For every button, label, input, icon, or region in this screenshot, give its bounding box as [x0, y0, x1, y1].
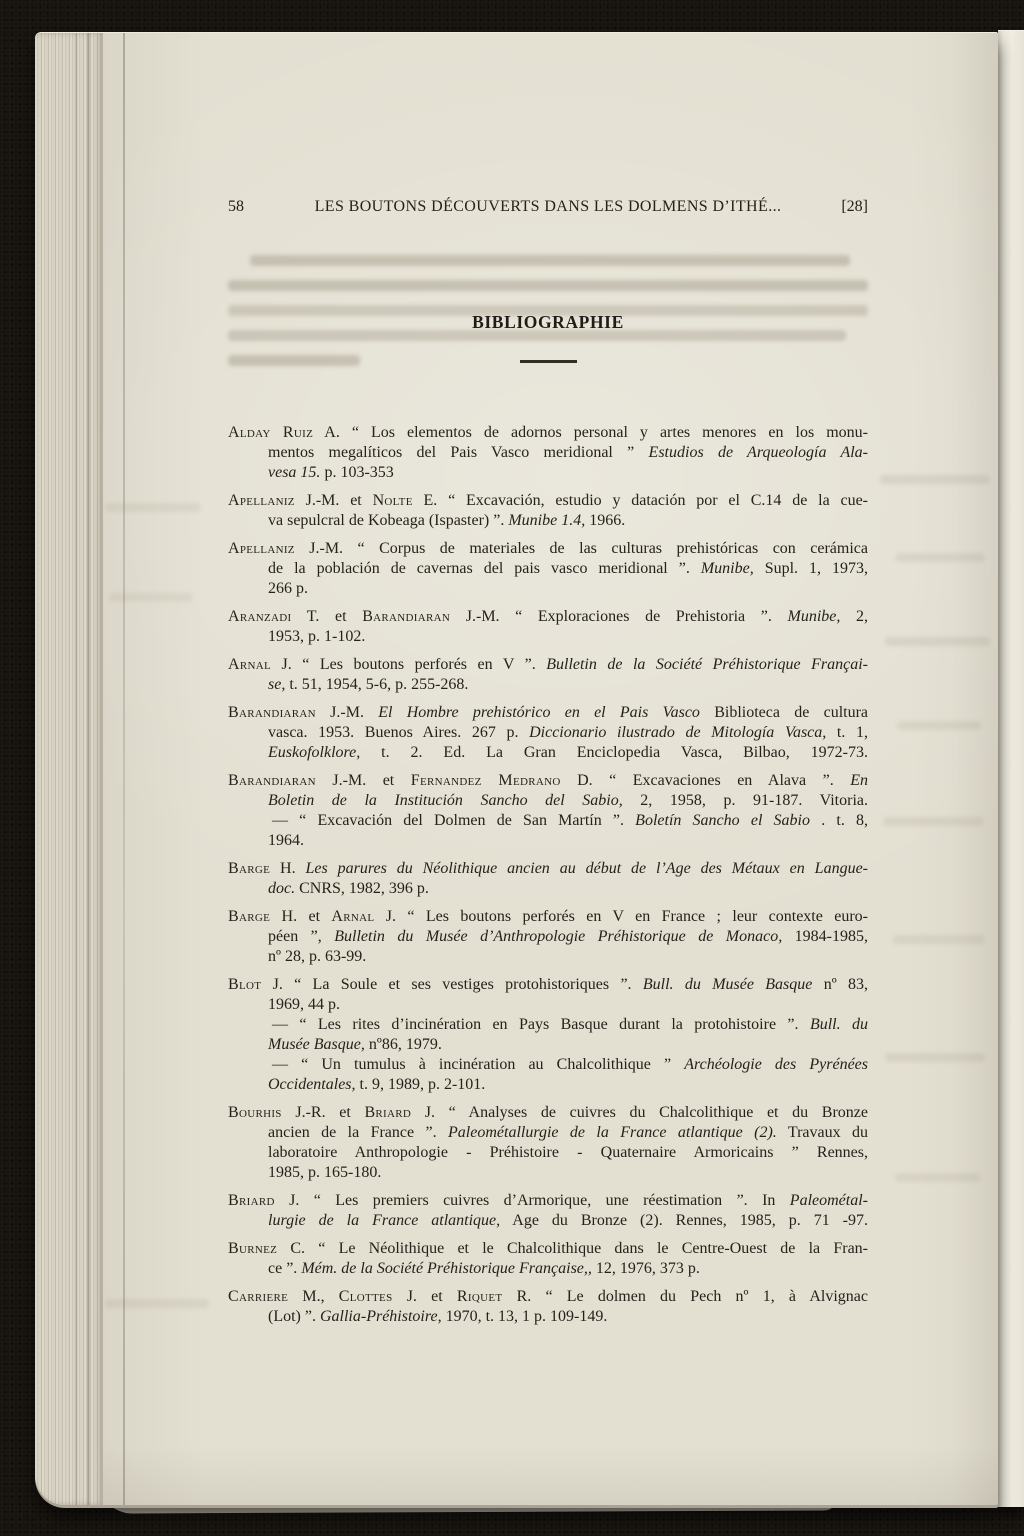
entry-line: — “ Un tumulus à incinération au Chalcolithique ” Archéologie des Pyrénées — [272, 1055, 869, 1073]
page-stack-edges — [35, 33, 103, 1505]
entry-line: Briard J. “ Les premiers cuivres d’Armorique, une réestimation ”. In Paleométal- — [228, 1191, 868, 1209]
entry-line: se, t. 51, 1954, 5-6, p. 255-268. — [268, 675, 469, 693]
entry-line: Apellaniz J.-M. et Nolte E. “ Excavación, estudio y datación por el C.14 de la cue- — [228, 491, 869, 509]
entry-line: 1985, p. 165-180. — [268, 1163, 382, 1181]
bleedthrough-smudge — [880, 475, 990, 484]
entry-line: Boletin de la Institución Sancho del Sabio, 2, 1958, p. 91-187. Vitoria. — [268, 791, 868, 809]
entry-line: Occidentales, t. 9, 1989, p. 2-101. — [268, 1075, 486, 1093]
bleedthrough-smudge — [109, 593, 193, 602]
bleedthrough-smudge — [105, 1299, 209, 1308]
bibliography-list — [228, 423, 868, 1327]
bibliography-entry — [268, 1055, 868, 1095]
bibliography-entry — [228, 1287, 868, 1327]
entry-line: — “ Les rites d’incinération en Pays Basque durant la protohistoire ”. Bull. du — [272, 1015, 868, 1033]
bibliography-entry — [228, 607, 869, 647]
entry-line: Carriere M., Clottes J. et Riquet R. “ Le dolmen du Pech nº 1, à Alvignac — [228, 1287, 868, 1305]
entry-line: péen ”, Bulletin du Musée d’Anthropologie Préhistorique de Monaco, 1984-1985, — [268, 927, 869, 945]
entry-line: 1969, 44 p. — [268, 995, 340, 1013]
bleedthrough-smudge — [897, 721, 981, 730]
bleedthrough-smudge — [893, 935, 985, 944]
entry-line: Arnal J. “ Les boutons perforés en V ”. Bulletin de la Société Préhistorique Françai- — [228, 655, 868, 673]
entry-line: Apellaniz J.-M. “ Corpus de materiales de las culturas prehistóricas con cerámica — [228, 539, 868, 557]
bibliography-entry — [228, 423, 868, 483]
entry-line: Barandiaran J.-M. et Fernandez Medrano D. “ Excavaciones en Alava ”. En — [228, 771, 868, 789]
entry-line: Bourhis J.-R. et Briard J. “ Analyses de cuivres du Chalcolithique et du Bronze — [228, 1103, 868, 1121]
entry-line: va sepulcral de Kobeaga (Ispaster) ”. Munibe 1.4, 1966. — [268, 511, 626, 529]
entry-line: Alday Ruiz A. “ Los elementos de adornos personal y artes menores en los monu- — [228, 423, 868, 441]
entry-line: mentos megalíticos del Pais Vasco meridional ” Estudios de Arqueología Ala- — [268, 443, 868, 461]
entry-line: Aranzadi T. et Barandiaran J.-M. “ Exploraciones de Prehistoria ”. Munibe, 2, — [228, 607, 869, 625]
bibliography-entry — [268, 1015, 868, 1055]
entry-line: laboratoire Anthropologie - Préhistoire - Quaternaire Armoricains ” Rennes, — [268, 1143, 868, 1161]
page-edge-line — [123, 33, 125, 1505]
bleedthrough-smudge — [895, 1173, 981, 1182]
bibliography-entry — [268, 811, 868, 851]
entry-line: Musée Basque, nº86, 1979. — [268, 1035, 442, 1053]
bibliography-entry — [228, 1191, 869, 1231]
bibliography-entry — [228, 539, 869, 599]
entry-line: vesa 15. p. 103-353 — [268, 463, 394, 481]
entry-line: Blot J. “ La Soule et ses vestiges protohistoriques ”. Bull. du Musée Basque nº 83, — [228, 975, 868, 993]
entry-line: ce ”. Mém. de la Société Préhistorique Française,, 12, 1976, 373 p. — [268, 1259, 700, 1277]
entry-line: ancien de la France ”. Paleométallurgie de la France atlantique (2). Travaux du — [268, 1123, 869, 1141]
bleedthrough-smudge — [105, 503, 201, 512]
bibliography-entry — [228, 907, 869, 967]
entry-line: Barge H. Les parures du Néolithique ancien au début de l’Age des Métaux en Langue- — [228, 859, 869, 877]
bibliography-entry — [228, 1103, 869, 1183]
bibliography-entry — [228, 491, 869, 531]
heading-rule — [520, 360, 577, 363]
book-page — [35, 32, 998, 1505]
entry-line: Euskofolklore, t. 2. Ed. La Gran Enciclopedia Vasca, Bilbao, 1972-73. — [268, 743, 868, 761]
bibliography-entry — [228, 703, 869, 763]
entry-line: doc. CNRS, 1982, 396 p. — [268, 879, 429, 897]
entry-line: 266 p. — [268, 579, 308, 597]
bleedthrough-smudge — [885, 637, 990, 646]
column-ref: [28] — [841, 198, 868, 215]
bibliography-entry — [228, 859, 869, 899]
adjacent-page-edge — [998, 30, 1024, 1507]
bibliography-entry — [228, 771, 868, 811]
entry-line: 1964. — [268, 831, 304, 849]
bibliography-entry — [228, 655, 868, 695]
page-content — [228, 198, 868, 1327]
entry-line: Burnez C. “ Le Néolithique et le Chalcolithique dans le Centre-Ouest de la Fran- — [228, 1239, 868, 1257]
bleedthrough-smudge — [895, 553, 985, 562]
entry-line: vasca. 1953. Buenos Aires. 267 p. Diccionario ilustrado de Mitología Vasca, t. 1, — [268, 723, 868, 741]
entry-line: de la población de cavernas del pais vasco meridional ”. Munibe, Supl. 1, 1973, — [268, 559, 869, 577]
entry-line: (Lot) ”. Gallia-Préhistoire, 1970, t. 13, 1 p. 109-149. — [268, 1307, 608, 1325]
running-header — [228, 198, 868, 216]
bibliography-entry — [228, 1239, 868, 1279]
entry-line: 1953, p. 1-102. — [268, 627, 366, 645]
entry-line: lurgie de la France atlantique, Age du Bronze (2). Rennes, 1985, p. 71 -97. — [268, 1211, 869, 1229]
entry-line: — “ Excavación del Dolmen de San Martín ”. Boletín Sancho el Sabio . t. 8, — [272, 811, 868, 829]
bleedthrough-smudge — [885, 1053, 985, 1062]
bleedthrough-smudge — [883, 817, 983, 826]
running-title: LES BOUTONS DÉCOUVERTS DANS LES DOLMENS D’ITHÉ... — [314, 198, 782, 215]
section-heading: BIBLIOGRAPHIE — [472, 312, 624, 332]
bibliography-entry — [228, 975, 868, 1015]
entry-line: Barge H. et Arnal J. “ Les boutons perforés en V en France ; leur contexte euro- — [228, 907, 868, 925]
entry-line: Barandiaran J.-M. El Hombre prehistórico en el Pais Vasco Biblioteca de cultura — [228, 703, 869, 721]
entry-line: nº 28, p. 63-99. — [268, 947, 367, 965]
page-number: 58 — [228, 198, 244, 215]
